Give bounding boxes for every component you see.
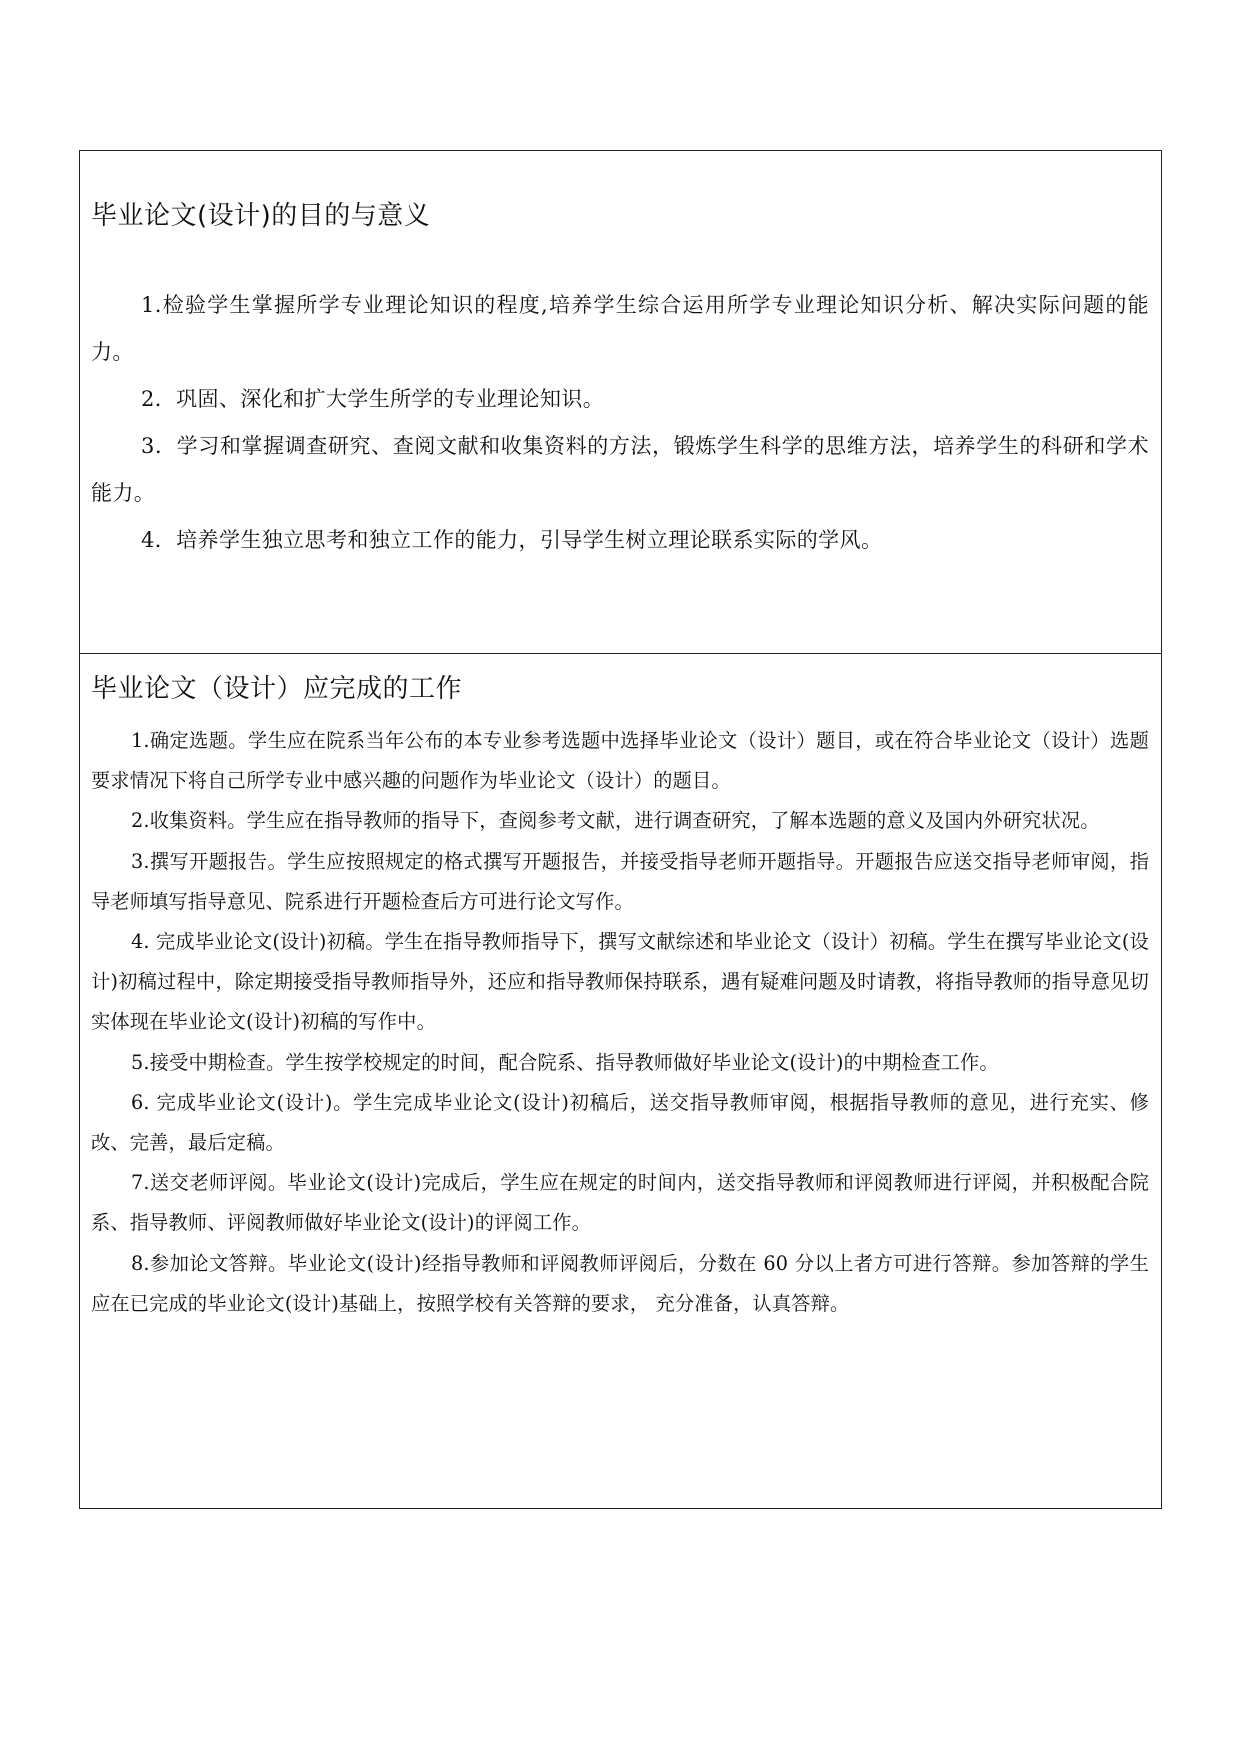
work-section	[80, 654, 1161, 1508]
purpose-item-3: 3．学习和掌握调查研究、查阅文献和收集资料的方法，锻炼学生科学的思维方法，培养学生的科研和学术能力。	[91, 434, 1149, 505]
purpose-item-2: 2．巩固、深化和扩大学生所学的专业理论知识。	[141, 387, 605, 411]
purpose-heading: 毕业论文(设计)的目的与意义	[91, 201, 431, 231]
form-table	[79, 150, 1162, 1509]
work-item-1: 1.确定选题。学生应在院系当年公布的本专业参考选题中选择毕业论文（设计）题目，或在符合毕业论文（设计）选题要求情况下将自己所学专业中感兴趣的问题作为毕业论文（设计）的题目。	[91, 729, 1149, 793]
purpose-item-1: 1.检验学生掌握所学专业理论知识的程度,培养学生综合运用所学专业理论知识分析、解决实际问题的能力。	[91, 293, 1149, 364]
work-item-6: 6. 完成毕业论文(设计)。学生完成毕业论文(设计)初稿后，送交指导教师审阅，根据指导教师的意见，进行充实、修改、完善，最后定稿。	[91, 1090, 1149, 1155]
purpose-section	[80, 151, 1161, 654]
work-list	[91, 721, 1149, 1324]
work-item-3: 3.撰写开题报告。学生应按照规定的格式撰写开题报告，并接受指导老师开题指导。开题报告应送交指导老师审阅，指导老师填写指导意见、院系进行开题检查后方可进行论文写作。	[91, 849, 1149, 913]
work-item-7: 7.送交老师评阅。毕业论文(设计)完成后，学生应在规定的时间内，送交指导教师和评阅教师进行评阅，并积极配合院系、指导教师、评阅教师做好毕业论文(设计)的评阅工作。	[91, 1171, 1149, 1235]
purpose-item-4: 4．培养学生独立思考和独立工作的能力，引导学生树立理论联系实际的学风。	[141, 528, 883, 552]
work-item-5: 5.接受中期检查。学生按学校规定的时间，配合院系、指导教师做好毕业论文(设计)的中期检查工作。	[131, 1050, 999, 1074]
work-heading: 毕业论文（设计）应完成的工作	[91, 674, 463, 704]
purpose-list	[91, 282, 1149, 564]
work-item-8: 8.参加论文答辩。毕业论文(设计)经指导教师和评阅教师评阅后，分数在 60 分以上者方可进行答辩。参加答辩的学生应在已完成的毕业论文(设计)基础上，按照学校有关答辩的要求， 充分准备，认真答辩。	[91, 1251, 1149, 1315]
work-item-4: 4. 完成毕业论文(设计)初稿。学生在指导教师指导下，撰写文献综述和毕业论文（设计）初稿。学生在撰写毕业论文(设计)初稿过程中，除定期接受指导教师指导外，还应和指导教师保持联系，遇有疑难问题及时请教，将指导教师的指导意见切实体现在毕业论文(设计)初稿的写作中。	[91, 930, 1149, 1034]
work-item-2: 2.收集资料。学生应在指导教师的指导下，查阅参考文献，进行调查研究，了解本选题的意义及国内外研究状况。	[131, 809, 1100, 833]
